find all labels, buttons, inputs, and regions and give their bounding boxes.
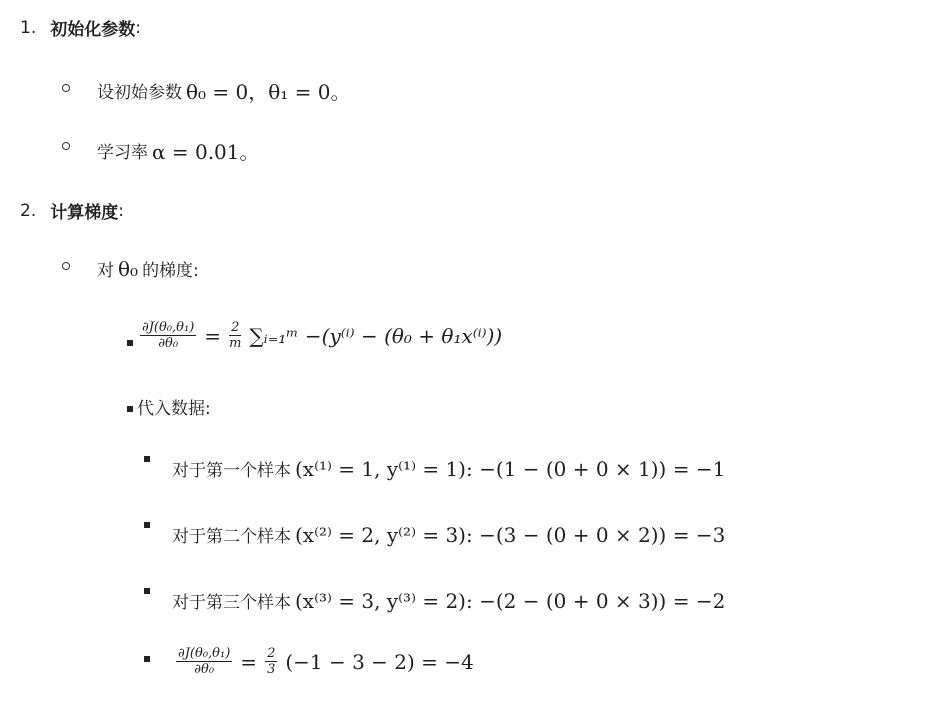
list-item [97,136,264,165]
item-text: 对 [97,261,114,281]
step-2-heading [20,198,124,223]
math: α = 0.01。 [152,140,260,164]
colon: : [118,200,124,221]
step-1-heading [20,15,141,40]
list-item [97,76,355,105]
step-number: 1. [20,17,37,38]
math: (x⁽³⁾ = 3, y⁽³⁾ = 2): −(2 − (0 + 0 × 3)) = −2 [295,588,726,613]
square-bullet-icon [144,588,150,594]
step-title: 初始化参数 [50,20,136,40]
sample-row [172,588,729,613]
item-text: 对于第二个样本 [172,527,291,547]
colon: : [135,17,141,38]
math: (−1 − 3 − 2) = −4 [285,649,474,674]
step-title: 计算梯度 [50,203,119,223]
circle-bullet-icon [62,262,70,270]
square-bullet-icon [144,656,150,662]
list-item [137,394,211,419]
math: θ₀ = 0，θ₁ = 0。 [186,80,351,104]
math: (x⁽¹⁾ = 1, y⁽¹⁾ = 1): −(1 − (0 + 0 × 1)) = −1 [295,456,726,481]
item-text: 的梯度: [142,261,199,281]
sample-row [172,456,729,481]
denominator: m [229,336,242,351]
math: (x⁽²⁾ = 2, y⁽²⁾ = 3): −(3 − (0 + 0 × 2)) = −3 [295,522,726,547]
fraction [140,320,196,351]
denominator: ∂θ₀ [158,336,179,351]
circle-bullet-icon [62,84,70,92]
square-bullet-icon [127,406,133,412]
square-bullet-icon [144,522,150,528]
gradient-formula [136,320,506,351]
math: = [204,323,222,348]
fraction [265,646,277,677]
denominator: 3 [267,662,276,677]
sample-row [172,522,729,547]
item-text: 对于第三个样本 [172,593,291,613]
square-bullet-icon [127,340,133,346]
circle-bullet-icon [62,142,70,150]
item-text: 学习率 [97,143,148,163]
math: θ₀ [118,256,139,281]
numerator: ∂J(θ₀,θ₁) [142,320,195,335]
numerator: 2 [267,646,276,661]
fraction [229,320,241,351]
list-item [97,256,199,281]
step-number: 2. [20,200,37,221]
item-text: 对于第一个样本 [172,461,291,481]
denominator: ∂θ₀ [194,662,215,677]
fraction [176,646,232,677]
numerator: ∂J(θ₀,θ₁) [178,646,231,661]
item-text: 代入数据: [137,399,211,419]
math: ∑ᵢ₌₁ᵐ −(y⁽ⁱ⁾ − (θ₀ + θ₁x⁽ⁱ⁾)) [249,323,503,348]
gradient-result: $\frac{\text{∂J(θ₀,θ₁)}}{\text{∂θ₀}}$ = $\frac{2}{3}$ (−1 − 3 − 2) = −4 [178,646,474,677]
numerator: 2 [231,320,240,335]
square-bullet-icon [144,456,150,462]
item-text: 设初始参数 [97,83,182,103]
